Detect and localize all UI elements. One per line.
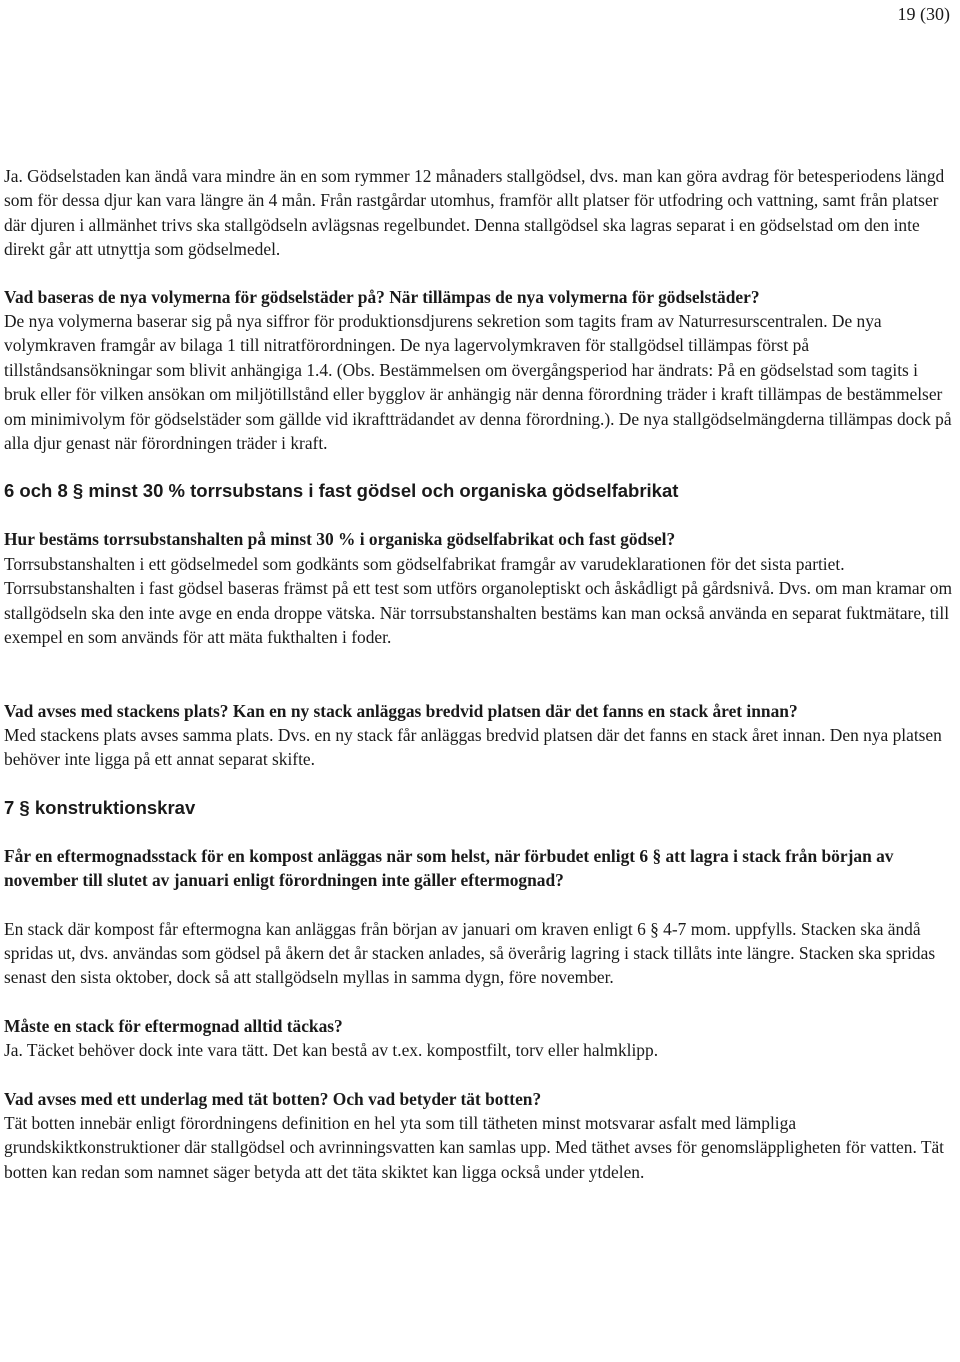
question-stack-place: Vad avses med stackens plats? Kan en ny stack anläggas bredvid platsen där det fanns en stack året innan? [4, 700, 798, 721]
section-heading-6-8: 6 och 8 § minst 30 % torrsubstans i fast gödsel och organiska gödselfabrikat [4, 480, 679, 502]
question-dry-matter: Hur bestäms torrsubstanshalten på minst 30 % i organiska gödselfabrikat och fast gödsel? [4, 529, 676, 550]
page-number: 19 (30) [897, 4, 950, 24]
paragraph-stack-cover: Ja. Täcket behöver dock inte vara tätt. Det kan bestå av t.ex. kompostfilt, torv eller halmklipp. [4, 1040, 659, 1061]
question-post-maturation-stack: Får en eftermognadsstack för en kompost anläggas när som helst, när förbudet enligt 6 § att lagra i stack från början av november till slutet av januari enligt förordningen inte gäller eftermognad? [4, 845, 894, 891]
question-tight-bottom: Vad avses med ett underlag med tät botten? Och vad betyder tät botten? [4, 1088, 542, 1109]
section-heading-7: 7 § konstruktionskrav [4, 796, 196, 818]
paragraph-stack-place: Med stackens plats avses samma plats. Dvs. en ny stack får anläggas bredvid platsen där det fanns en stack året innan. Den nya platsen behöver inte ligga på ett annat separat skifte. [4, 724, 942, 770]
paragraph-tight-bottom: Tät botten innebär enligt förordningens definition en hel yta som till tätheten minst motsvarar asfalt med lämpliga grundskiktkonstruktioner där stallgödsel och avrinningsvatten kan samlas upp. Med täthet avses för genomsläppligheten för vatten. Tät botten kan redan som namnet säger betyda att det täta skiktet kan ligga också under ytdelen. [4, 1112, 945, 1182]
paragraph-volume-basis: De nya volymerna baserar sig på nya siffror för produktionsdjurens sekretion som tagits fram av Naturresurscentralen. De nya volymkraven framgår av bilaga 1 till nitratförordningen. De nya lagervolymkraven för stallgödsel tillämpas först på tillståndsansökningar som blivit anhängiga 1.4. (Obs. Bestämmelsen om övergångsperiod har ändrats: På en gödselstad som tagits i bruk eller för vilken ansökan om miljötillstånd eller bygglov är anhängig när denna förordning träder i kraft tillämpas de bestämmelser om minimivolym för gödselstäder som gällde vid ikraftträdandet av denna förordning.). De nya stallgödselmängderna tillämpas dock på alla djur genast när förordningen träder i kraft. [4, 311, 952, 454]
question-stack-cover: Måste en stack för eftermognad alltid täckas? [4, 1015, 343, 1036]
paragraph-post-maturation-stack: En stack där kompost får eftermogna kan anläggas från början av januari om kraven enligt 6 § 4-7 mom. uppfylls. Stacken ska ändå spridas ut, dvs. användas som gödsel på åkern det år stacken anlades, så överårig lagring i stack tillåts inte längre. Stacken ska spridas senast den sista oktober, dock så att stallgödseln myllas in samma dygn, före november. [4, 918, 936, 988]
paragraph-godselstad-size: Ja. Gödselstaden kan ändå vara mindre än en som rymmer 12 månaders stallgödsel, dvs. man kan göra avdrag för betesperiodens längd som för dessa djur kan vara längre än 4 mån. Från rastgårdar utomhus, framför allt platser för utfodring och vattning, samt från platser där djuren i allmänhet trivs ska stallgödseln avlägsnas regelbundet. Denna stallgödsel ska lagras separat i en gödselstad om den inte direkt går att utnyttja som gödselmedel. [4, 166, 945, 260]
paragraph-dry-matter: Torrsubstanshalten i ett gödselmedel som godkänts som gödselfabrikat framgår av varudeklarationen för det sista partiet. Torrsubstanshalten i fast gödsel baseras främst på ett test som utförs organoleptiskt och åskådligt på gårdsnivå. Dvs. om man kramar om stallgödseln ska den inte avge en enda droppe vätska. När torrsubstanshalten bestäms kan man också använda en separat fuktmätare, till exempel en som används för att mäta fukthalten i foder. [4, 553, 952, 648]
document-body [4, 164, 954, 1184]
question-volume-basis: Vad baseras de nya volymerna för gödselstäder på? När tillämpas de nya volymerna för gödselstäder? [4, 286, 760, 307]
